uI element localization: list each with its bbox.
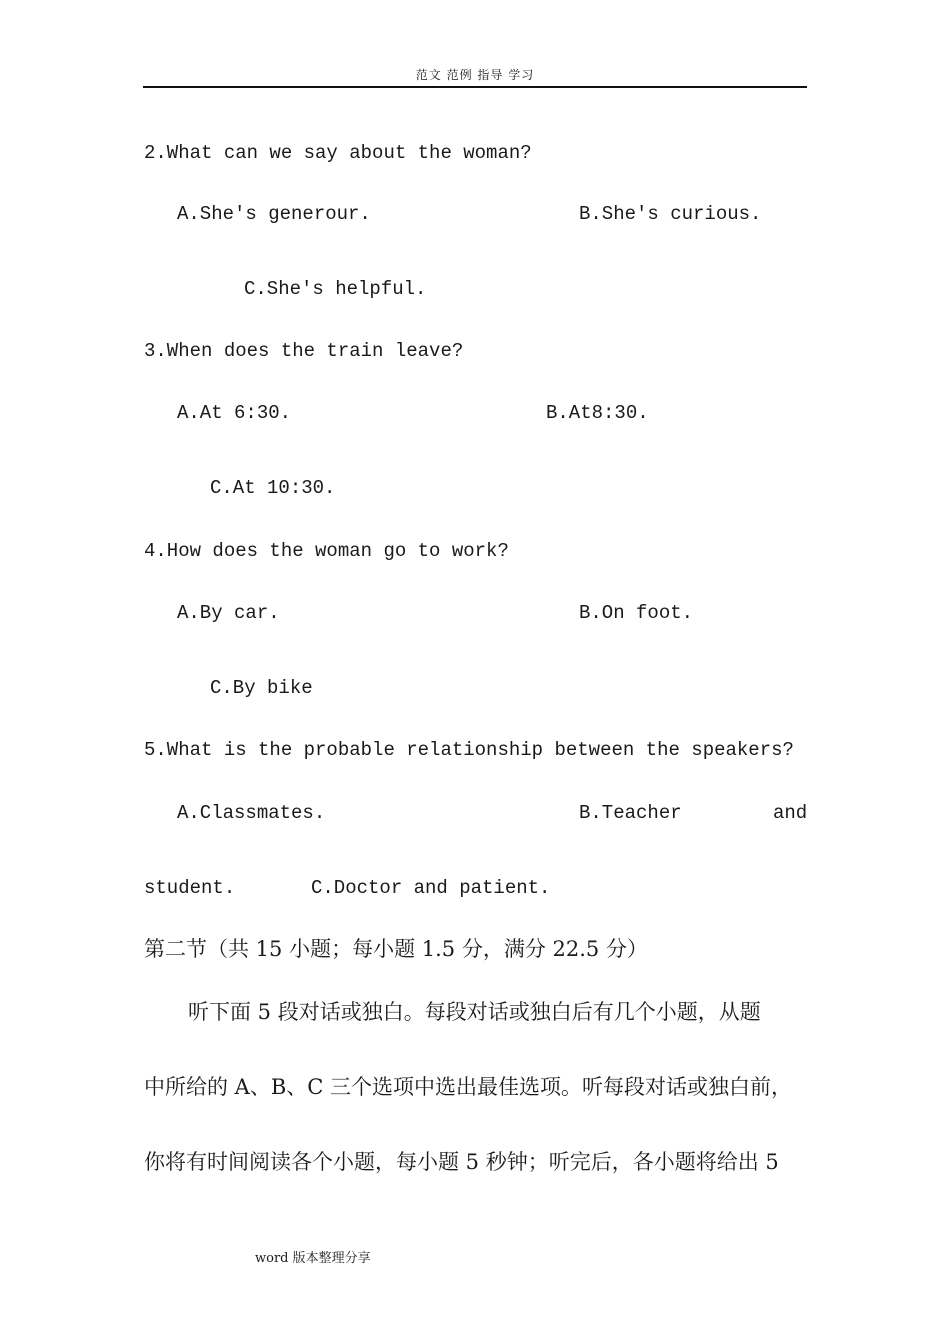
question-4-option-a: A.By car.: [177, 602, 280, 624]
question-3-option-b: B.At8:30.: [546, 402, 649, 424]
question-4-option-b: B.On foot.: [579, 602, 694, 624]
question-2-option-a: A.She's generour.: [177, 203, 371, 225]
question-4-option-c: C.By bike: [210, 677, 313, 699]
question-2-option-b: B.She's curious.: [579, 203, 762, 225]
question-3-option-a: A.At 6:30.: [177, 402, 292, 424]
question-3-option-c: C.At 10:30.: [210, 477, 336, 499]
question-4-stem: 4.How does the woman go to work?: [144, 540, 509, 562]
section-2-paragraph-line-3: 你将有时间阅读各个小题，每小题 5 秒钟；听完后，各小题将给出 5: [144, 1150, 779, 1174]
page-footer: word 版本整理分享: [255, 1251, 371, 1266]
question-5-option-c: C.Doctor and patient.: [311, 877, 551, 899]
question-5-stem: 5.What is the probable relationship between the speakers?: [144, 739, 794, 761]
section-2-paragraph-line-2: 中所给的 A、B、C 三个选项中选出最佳选项。听每段对话或独白前，: [144, 1075, 793, 1099]
header-divider: [143, 86, 807, 88]
question-5-option-b-word: and: [773, 802, 808, 824]
question-5-option-b-continued: student.: [144, 877, 236, 899]
question-5-option-a: A.Classmates.: [177, 802, 326, 824]
section-2-paragraph-line-1: 听下面 5 段对话或独白。每段对话或独白后有几个小题，从题: [188, 1000, 761, 1024]
section-2-heading: 第二节（共 15 小题；每小题 1.5 分，满分 22.5 分）: [144, 937, 648, 961]
question-2-stem: 2.What can we say about the woman?: [144, 142, 532, 164]
question-2-option-c: C.She's helpful.: [244, 278, 427, 300]
page-header: 范文 范例 指导 学习: [415, 68, 535, 82]
question-5-option-b: B.Teacher: [579, 802, 682, 824]
question-3-stem: 3.When does the train leave?: [144, 340, 464, 362]
